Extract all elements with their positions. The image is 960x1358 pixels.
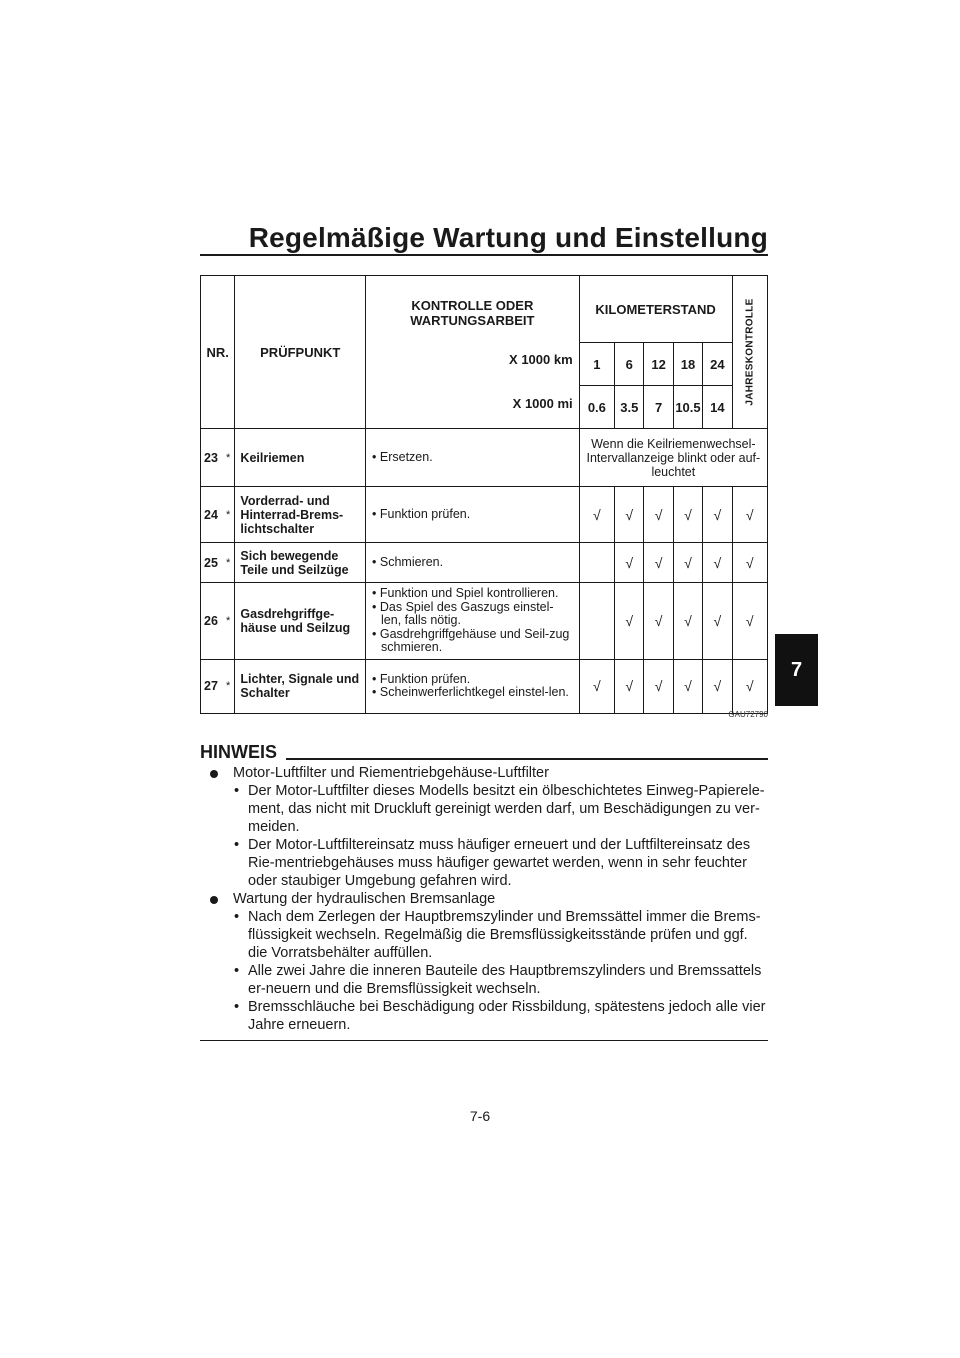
header-item: PRÜFPUNKT bbox=[235, 276, 366, 429]
sub-bullet-item bbox=[210, 782, 770, 836]
mi-value: 3.5 bbox=[615, 386, 644, 429]
row-number: 26 bbox=[204, 613, 218, 628]
km-value: 24 bbox=[703, 343, 732, 386]
bullet-item bbox=[210, 890, 770, 908]
mi-value: 14 bbox=[703, 386, 732, 429]
header-annual-label: JAHRESKONTROLLE bbox=[744, 298, 756, 406]
check-mark: √ bbox=[615, 659, 644, 713]
check-mark bbox=[579, 543, 614, 583]
row-star: * bbox=[226, 614, 231, 627]
row-number: 23 bbox=[204, 450, 218, 465]
sub-bullet-item bbox=[210, 962, 770, 998]
check-mark: √ bbox=[703, 583, 732, 660]
row-work bbox=[366, 659, 580, 713]
header-work-label: KONTROLLE ODER WARTUNGSARBEIT bbox=[410, 298, 535, 328]
work-line: • Funktion prüfen. bbox=[372, 671, 471, 686]
row-star: * bbox=[226, 451, 231, 464]
bullet-text: Wartung der hydraulischen Bremsanlage bbox=[233, 891, 496, 907]
check-mark: √ bbox=[673, 543, 702, 583]
check-mark: √ bbox=[579, 487, 614, 543]
row-work bbox=[366, 583, 580, 660]
sub-bullet-text: Alle zwei Jahre die inneren Bauteile des Hauptbremszylinders und Bremssattels er-neuern und die Bremsflüssigkeit wechseln. bbox=[248, 963, 762, 997]
check-mark: √ bbox=[615, 583, 644, 660]
sub-bullet-icon: • bbox=[234, 909, 240, 925]
sub-bullet-text: Der Motor-Luftfilter dieses Modells besitzt ein ölbeschichtetes Einweg-Papierele-ment, das nicht mit Druckluft gereinigt werden darf, um Beschädigungen zu ver-meiden. bbox=[248, 783, 765, 835]
row-note: Wenn die Keilriemenwechsel-Intervallanzeige blinkt oder auf-leuchtet bbox=[579, 429, 767, 487]
bullet-dot-icon bbox=[210, 770, 218, 778]
header-odometer: KILOMETERSTAND bbox=[579, 276, 732, 343]
sub-bullet-icon: • bbox=[234, 963, 240, 979]
sub-bullet-text: Der Motor-Luftfiltereinsatz muss häufiger erneuert und der Luftfiltereinsatz des Rie-mentriebgehäuses muss häufiger gewartet werden, wenn in sehr feuchter oder staubiger Umgebung gefahren wird. bbox=[248, 837, 751, 889]
work-line: • Funktion prüfen. bbox=[372, 506, 471, 521]
km-value: 12 bbox=[644, 343, 673, 386]
footer-rule bbox=[200, 1040, 768, 1041]
row-star: * bbox=[226, 508, 231, 521]
sub-bullet-icon: • bbox=[234, 837, 240, 853]
row-item: Lichter, Signale und Schalter bbox=[235, 659, 366, 713]
check-mark: √ bbox=[703, 543, 732, 583]
bullet-dot-icon bbox=[210, 896, 218, 904]
check-mark: √ bbox=[703, 487, 732, 543]
chapter-tab[interactable]: 7 bbox=[775, 634, 818, 706]
row-work bbox=[366, 429, 580, 487]
table-row bbox=[201, 429, 768, 487]
row-item: Sich bewegende Teile und Seilzüge bbox=[235, 543, 366, 583]
bullet-text: Motor-Luftfilter und Riementriebgehäuse-Luftfilter bbox=[233, 765, 549, 781]
work-line: • Ersetzen. bbox=[372, 449, 433, 464]
row-star: * bbox=[226, 680, 231, 692]
header-nr: NR. bbox=[201, 276, 235, 429]
km-value: 18 bbox=[673, 343, 702, 386]
sub-bullet-text: Bremsschläuche bei Beschädigung oder Rissbildung, spätestens jedoch alle vier Jahre erneuern. bbox=[248, 999, 766, 1033]
note-rule bbox=[286, 758, 768, 760]
check-mark: √ bbox=[644, 659, 673, 713]
check-mark: √ bbox=[644, 583, 673, 660]
header-mi-unit: X 1000 mi bbox=[512, 396, 573, 411]
work-line: • Schmieren. bbox=[372, 554, 444, 569]
mi-value: 0.6 bbox=[579, 386, 614, 429]
check-mark: √ bbox=[673, 583, 702, 660]
row-star: * bbox=[226, 556, 231, 569]
check-mark: √ bbox=[732, 583, 767, 660]
sub-bullet-item bbox=[210, 908, 770, 962]
check-mark: √ bbox=[673, 659, 702, 713]
work-line: • Scheinwerferlichtkegel einstel-len. bbox=[372, 685, 569, 699]
sub-bullet-text: Nach dem Zerlegen der Hauptbremszylinder und Bremssättel immer die Brems-flüssigkeit wechseln. Regelmäßig die Bremsflüssigkeitsstände prüfen und ggf. die Vorratsbehälter auffüllen. bbox=[248, 909, 761, 961]
row-item: Gasdrehgriffge-häuse und Seilzug bbox=[235, 583, 366, 660]
check-mark: √ bbox=[615, 543, 644, 583]
table-row bbox=[201, 487, 768, 543]
row-item: Vorderrad- und Hinterrad-Brems-lichtschalter bbox=[235, 487, 366, 543]
work-line: • Gasdrehgriffgehäuse und Seil-zug schmieren. bbox=[372, 626, 570, 654]
sub-bullet-icon: • bbox=[234, 999, 240, 1015]
check-mark: √ bbox=[615, 487, 644, 543]
table-row bbox=[201, 543, 768, 583]
reference-code: GAU72790 bbox=[728, 710, 768, 719]
check-mark: √ bbox=[703, 659, 732, 713]
check-mark bbox=[579, 583, 614, 660]
check-mark: √ bbox=[732, 487, 767, 543]
table-row bbox=[201, 583, 768, 660]
maintenance-table bbox=[200, 275, 768, 714]
work-line: • Funktion und Spiel kontrollieren. bbox=[372, 586, 559, 600]
page-number: 7-6 bbox=[469, 1108, 491, 1124]
row-number: 27 bbox=[204, 679, 218, 693]
page-title: Regelmäßige Wartung und Einstellung bbox=[248, 222, 768, 253]
mi-value: 7 bbox=[644, 386, 673, 429]
row-work bbox=[366, 487, 580, 543]
row-work bbox=[366, 543, 580, 583]
km-value: 1 bbox=[579, 343, 614, 386]
work-line: • Das Spiel des Gaszugs einstel-len, falls nötig. bbox=[372, 599, 554, 627]
check-mark: √ bbox=[673, 487, 702, 543]
check-mark: √ bbox=[732, 543, 767, 583]
table-row bbox=[201, 659, 768, 713]
check-mark: √ bbox=[579, 659, 614, 713]
check-mark: √ bbox=[644, 543, 673, 583]
mi-value: 10.5 bbox=[673, 386, 702, 429]
row-number: 24 bbox=[204, 507, 218, 522]
sub-bullet-icon: • bbox=[234, 783, 240, 799]
note-heading: HINWEIS bbox=[200, 742, 278, 762]
header-work bbox=[366, 276, 580, 429]
sub-bullet-item bbox=[210, 998, 770, 1034]
sub-bullet-item bbox=[210, 836, 770, 890]
check-mark: √ bbox=[732, 659, 767, 713]
note-body bbox=[210, 764, 770, 1034]
km-value: 6 bbox=[615, 343, 644, 386]
row-number: 25 bbox=[204, 555, 218, 570]
title-rule bbox=[200, 254, 768, 256]
check-mark: √ bbox=[644, 487, 673, 543]
header-km-unit: X 1000 km bbox=[509, 352, 573, 367]
row-item: Keilriemen bbox=[235, 429, 366, 487]
bullet-item bbox=[210, 764, 770, 782]
header-annual bbox=[732, 276, 767, 429]
